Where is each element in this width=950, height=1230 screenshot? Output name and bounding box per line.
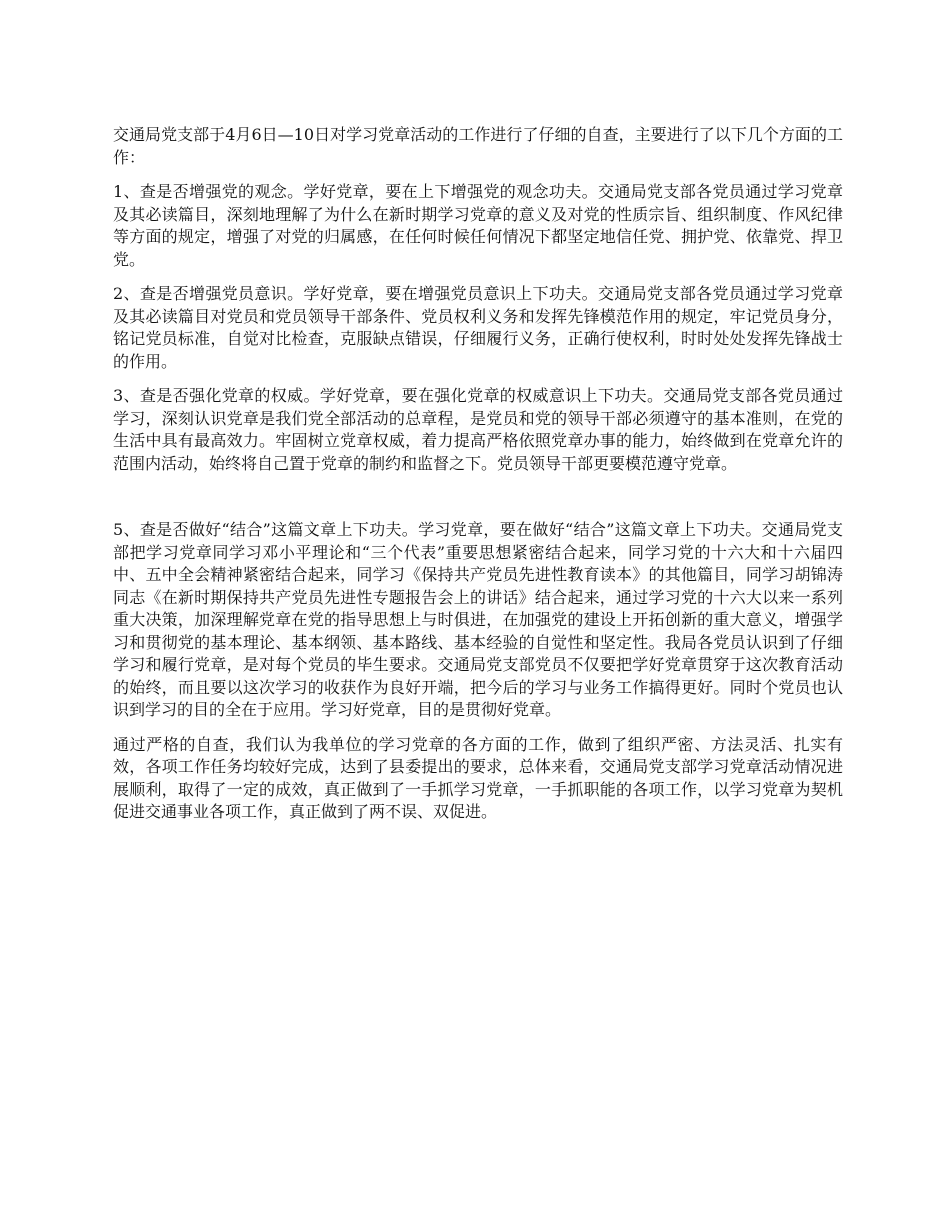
item-1-paragraph: 1、查是否增强党的观念。学好党章，要在上下增强党的观念功夫。交通局党支部各党员通过学习党章及其必读篇目，深刻地理解了为什么在新时期学习党章的意义及对党的性质宗旨、组织制度、作风纪律等方面的规定，增强了对党的归属感，在任何时候任何情况下都坚定地信任党、拥护党、依靠党、捍卫党。 <box>113 182 843 269</box>
document-body <box>113 124 843 836</box>
intro-paragraph: 交通局党支部于4月6日—10日对学习党章活动的工作进行了仔细的自查，主要进行了以下几个方面的工作： <box>113 125 843 167</box>
item-2-paragraph: 2、查是否增强党员意识。学好党章，要在增强党员意识上下功夫。交通局党支部各党员通过学习党章及其必读篇目对党员和党员领导干部条件、党员权利义务和发挥先锋模范作用的规定，牢记党员身分，铭记党员标准，自觉对比检查，克服缺点错误，仔细履行义务，正确行使权利，时时处处发挥先锋战士的作用。 <box>113 284 843 371</box>
item-5-paragraph: 5、查是否做好“结合”这篇文章上下功夫。学习党章，要在做好“结合”这篇文章上下功夫。交通局党支部把学习党章同学习邓小平理论和“三个代表”重要思想紧密结合起来，同学习党的十六大和十六届四中、五中全会精神紧密结合起来，同学习《保持共产党员先进性教育读本》的其他篇目，同学习胡锦涛同志《在新时期保持共产党员先进性专题报告会上的讲话》结合起来，通过学习党的十六大以来一系列重大决策，加深理解党章在党的指导思想上与时俱进，在加强党的建设上开拓创新的重大意义，增强学习和贯彻党的基本理论、基本纲领、基本路线、基本经验的自觉性和坚定性。我局各党员认识到了仔细学习和履行党章，是对每个党员的毕生要求。交通局党支部党员不仅要把学好党章贯穿于这次教育活动的始终，而且要以这次学习的收获作为良好开端，把今后的学习与业务工作搞得更好。同时个党员也认识到学习的目的全在于应用。学习好党章，目的是贯彻好党章。 <box>113 520 843 719</box>
conclusion-paragraph: 通过严格的自查，我们认为我单位的学习党章的各方面的工作，做到了组织严密、方法灵活、扎实有效，各项工作任务均较好完成，达到了县委提出的要求，总体来看，交通局党支部学习党章活动情况进展顺利，取得了一定的成效，真正做到了一手抓学习党章，一手抓职能的各项工作，以学习党章为契机促进交通事业各项工作，真正做到了两不误、双促进。 <box>113 734 843 821</box>
paragraph-gap <box>113 487 843 519</box>
item-3-paragraph: 3、查是否强化党章的权威。学好党章，要在强化党章的权威意识上下功夫。交通局党支部各党员通过学习，深刻认识党章是我们党全部活动的总章程，是党员和党的领导干部必须遵守的基本准则，在党的生活中具有最高效力。牢固树立党章权威，着力提高严格依照党章办事的能力，始终做到在党章允许的范围内活动，始终将自己置于党章的制约和监督之下。党员领导干部更要模范遵守党章。 <box>113 386 843 473</box>
